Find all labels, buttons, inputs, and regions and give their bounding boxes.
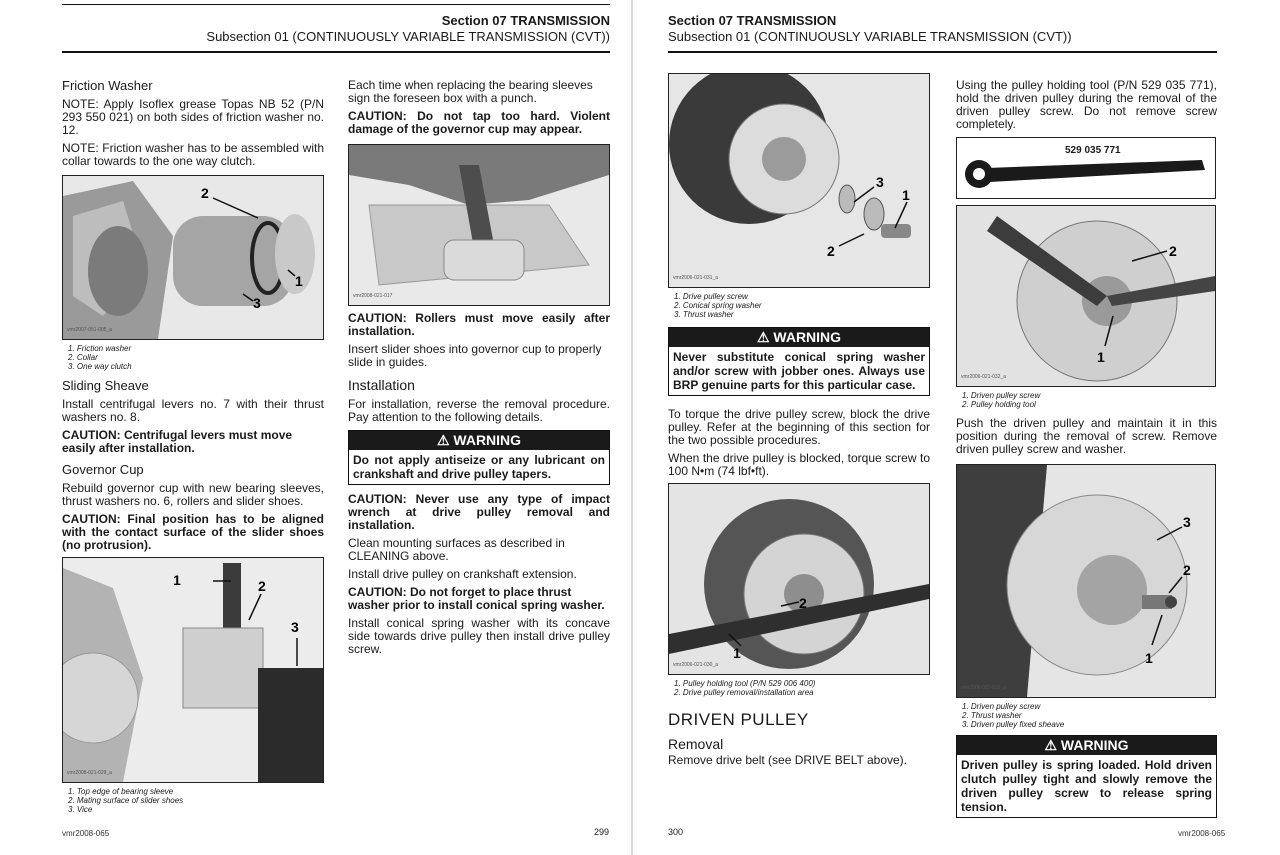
warning-box xyxy=(956,735,1217,818)
left-footer-code: vmr2008-065 xyxy=(62,829,110,838)
holding-tool-text: Using the pulley holding tool (P/N 529 035 771), hold the driven pulley during the removal of the driven pulley screw. Do not remove screw completely. xyxy=(956,78,1217,131)
figure-id: vmr2008-021-017 xyxy=(353,293,393,299)
drive-pulley-screw-figure xyxy=(668,73,930,288)
legend-item: 1. Driven pulley screw xyxy=(962,391,1041,400)
friction-note-1: NOTE: Apply Isoflex grease Topas NB 52 (P/N 293 550 021) on both sides of friction washer no. 12. xyxy=(62,97,324,137)
install-drive-text: Install drive pulley on crankshaft extension. xyxy=(348,567,577,581)
callout-1: 1 xyxy=(1145,650,1153,666)
governor-legend xyxy=(68,787,324,814)
callout-1: 1 xyxy=(173,572,181,588)
friction-washer-figure xyxy=(62,175,324,340)
warning-box xyxy=(348,430,610,485)
callout-3: 3 xyxy=(253,295,261,311)
install-conical-text: Install conical spring washer with its concave side towards drive pulley then install drive pulley screw. xyxy=(348,616,610,656)
installation-text: For installation, reverse the removal procedure. Pay attention to the following details. xyxy=(348,397,610,424)
sliding-sheave-text: Install centrifugal levers no. 7 with their thrust washers no. 8. xyxy=(62,397,324,424)
governor-cup-heading: Governor Cup xyxy=(62,462,144,477)
right-col-1 xyxy=(668,73,930,772)
legend-item: 2. Thrust washer xyxy=(962,711,1022,720)
left-col-1 xyxy=(62,79,324,822)
pulley-holding-legend xyxy=(674,679,930,697)
torque-text-2: When the drive pulley is blocked, torque screw to 100 N•m (74 lbf•ft). xyxy=(668,451,930,478)
sliding-sheave-heading: Sliding Sheave xyxy=(62,378,149,393)
callout-1: 1 xyxy=(295,273,303,289)
figure-id: vmr2007-051-005_a xyxy=(67,327,113,333)
torque-text-1: To torque the drive pulley screw, block the drive pulley. Refer at the beginning of this section for the two possible procedures. xyxy=(668,407,930,447)
right-header xyxy=(668,13,1072,45)
legend-item: 1. Top edge of bearing sleeve xyxy=(68,787,174,796)
left-header xyxy=(206,13,610,45)
legend-item: 2. Mating surface of slider shoes xyxy=(68,796,184,805)
drive-screw-legend xyxy=(674,292,930,319)
removal-heading: Removal xyxy=(668,736,724,752)
pulley-holding-figure xyxy=(668,483,930,675)
tool-part-number: 529 035 771 xyxy=(1065,145,1121,156)
subsection-title: Subsection 01 (CONTINUOUSLY VARIABLE TRANSMISSION (CVT)) xyxy=(206,29,610,44)
warning-triangle-icon: ⚠ xyxy=(436,432,450,448)
warning-text: Driven pulley is spring loaded. Hold driven clutch pulley tight and slowly remove the driven pulley screw to release spring tension. xyxy=(961,758,1212,814)
legend-item: 2. Conical spring washer xyxy=(674,301,762,310)
figure-id: vmr2006-021-031_a xyxy=(673,275,719,281)
callout-2: 2 xyxy=(258,578,266,594)
driven-pulley-screw-figure xyxy=(956,464,1216,698)
governor-cup-text: Rebuild governor cup with new bearing sleeves, thrust washers no. 6, rollers and slider shoes. xyxy=(62,481,324,508)
warning-triangle-icon: ⚠ xyxy=(1044,737,1057,753)
callout-1: 1 xyxy=(733,645,741,661)
warning-header xyxy=(669,328,929,347)
header-rule xyxy=(62,51,610,53)
legend-item: 3. Driven pulley fixed sheave xyxy=(962,720,1065,729)
sliding-sheave-caution: CAUTION: Centrifugal levers must move easily after installation. xyxy=(62,428,293,455)
right-page-number: 300 xyxy=(668,827,684,837)
holding-tool-figure xyxy=(956,137,1216,199)
callout-3: 3 xyxy=(1183,514,1191,530)
figure-id: vmr2006-021-033_a xyxy=(961,685,1007,691)
warning-triangle-icon: ⚠ xyxy=(756,329,770,345)
friction-legend xyxy=(68,344,324,371)
callout-2: 2 xyxy=(827,243,835,259)
removal-text: Remove drive belt (see DRIVE BELT above). xyxy=(668,753,907,767)
warning-text: Do not apply antiseize or any lubricant on crankshaft and drive pulley tapers. xyxy=(353,453,605,481)
clean-text: Clean mounting surfaces as described in CLEANING above. xyxy=(348,536,565,563)
warning-header xyxy=(349,431,609,450)
right-page xyxy=(633,0,1280,855)
governor-cup-figure xyxy=(62,557,324,783)
right-footer-code: vmr2008-065 xyxy=(1178,829,1226,838)
bearing-sleeve-text: Each time when replacing the bearing sleeves sign the foreseen box with a punch. xyxy=(348,78,593,105)
callout-2: 2 xyxy=(1169,243,1177,259)
warning-title: WARNING xyxy=(1060,737,1129,753)
caution-impact: CAUTION: Never use any type of impact wrench at drive pulley removal and installation. xyxy=(348,492,610,532)
header-top-rule xyxy=(62,4,610,5)
driven-screw-legend xyxy=(962,702,1217,729)
legend-item: 2. Drive pulley removal/installation area xyxy=(674,688,814,697)
caution-thrust: CAUTION: Do not forget to place thrust washer prior to install conical spring washer. xyxy=(348,585,605,612)
left-col-2 xyxy=(348,79,610,661)
warning-title: WARNING xyxy=(453,432,522,448)
callout-3: 3 xyxy=(876,174,884,190)
legend-item: 2. Collar xyxy=(68,353,98,362)
callout-3: 3 xyxy=(291,619,299,635)
driven-tool-legend xyxy=(962,391,1217,409)
legend-item: 1. Drive pulley screw xyxy=(674,292,748,301)
legend-item: 2. Pulley holding tool xyxy=(962,400,1036,409)
warning-header xyxy=(957,736,1216,755)
header-rule xyxy=(668,51,1217,53)
callout-1: 1 xyxy=(1097,349,1105,365)
callout-2: 2 xyxy=(1183,562,1191,578)
legend-item: 1. Friction washer xyxy=(68,344,132,353)
warning-box xyxy=(668,327,930,396)
legend-item: 1. Pulley holding tool (P/N 529 006 400) xyxy=(674,679,816,688)
governor-cup-caution: CAUTION: Final position has to be aligned with the contact surface of the slider shoes (no protrusion). xyxy=(62,512,324,552)
left-page-number: 299 xyxy=(594,827,610,837)
friction-washer-heading: Friction Washer xyxy=(62,78,153,93)
driven-pulley-tool-figure xyxy=(956,205,1216,387)
caution-rollers: CAUTION: Rollers must move easily after installation. xyxy=(348,311,610,338)
callout-2: 2 xyxy=(799,595,807,611)
legend-item: 3. One way clutch xyxy=(68,362,132,371)
callout-1: 1 xyxy=(902,187,910,203)
left-page xyxy=(0,0,631,855)
caution-tap: CAUTION: Do not tap too hard. Violent damage of the governor cup may appear. xyxy=(348,109,610,136)
legend-item: 1. Driven pulley screw xyxy=(962,702,1041,711)
right-col-2 xyxy=(956,79,1217,826)
warning-title: WARNING xyxy=(773,329,842,345)
figure-id: vmr2006-021-030_a xyxy=(673,662,719,668)
callout-2: 2 xyxy=(201,185,209,201)
section-title: Section 07 TRANSMISSION xyxy=(441,13,610,28)
warning-text: Never substitute conical spring washer and/or screw with jobber ones. Always use BRP genuine parts for this particular case. xyxy=(673,350,925,392)
section-title: Section 07 TRANSMISSION xyxy=(668,13,837,28)
insert-slider-text: Insert slider shoes into governor cup to properly slide in guides. xyxy=(348,342,602,369)
governor-punch-figure xyxy=(348,144,610,306)
legend-item: 3. Thrust washer xyxy=(674,310,734,319)
push-driven-text: Push the driven pulley and maintain it in this position during the removal of screw. Remove driven pulley screw and washer. xyxy=(956,416,1217,456)
legend-item: 3. Vice xyxy=(68,805,93,814)
figure-id: vmr2006-021-032_a xyxy=(961,374,1007,380)
figure-id: vmr2008-021-029_a xyxy=(67,770,113,776)
driven-pulley-heading: DRIVEN PULLEY xyxy=(668,710,809,729)
subsection-title: Subsection 01 (CONTINUOUSLY VARIABLE TRANSMISSION (CVT)) xyxy=(668,29,1072,44)
friction-note-2: NOTE: Friction washer has to be assembled with collar towards to the one way clutch. xyxy=(62,141,324,168)
installation-heading: Installation xyxy=(348,377,415,393)
